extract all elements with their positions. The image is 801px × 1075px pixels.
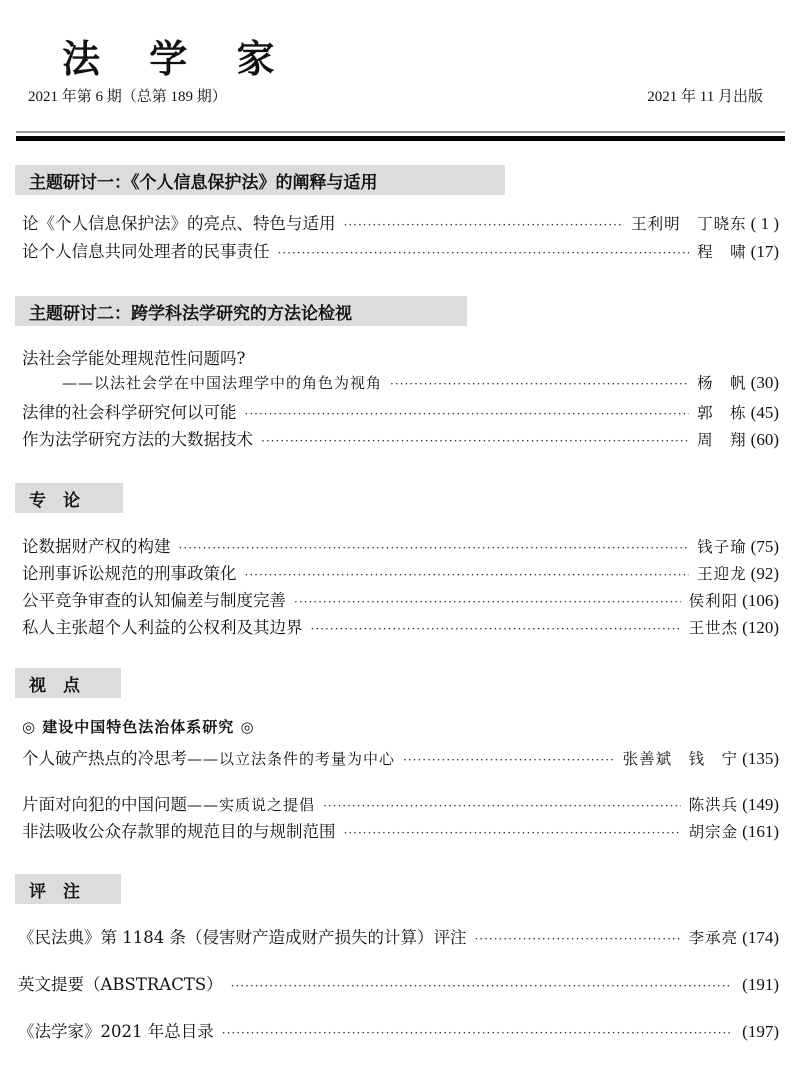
entry-author: 陈洪兵 (688, 796, 739, 814)
entry-author: 周 翔 (697, 431, 747, 449)
entry-subtitle: ——以立法条件的考量为中心 (187, 750, 396, 768)
toc-entry[interactable] (22, 210, 779, 234)
dot-leader (344, 218, 624, 232)
header-rule-thin (16, 131, 785, 133)
section-heading-commentary: 评 注 (15, 874, 121, 904)
toc-entry[interactable] (22, 560, 779, 584)
entry-author: 王世杰 (688, 619, 739, 637)
toc-entry[interactable] (22, 399, 779, 423)
dot-leader (245, 407, 690, 421)
header-rule-thick (16, 136, 785, 141)
journal-title: 法 学 家 (62, 37, 293, 81)
entry-author: 王利明 丁晓东 (631, 215, 747, 233)
entry-page: (60) (750, 430, 779, 449)
entry-title: 论数据财产权的构建 (22, 537, 171, 556)
toc-entry[interactable] (62, 371, 779, 395)
section-heading-topic-2: 主题研讨二：跨学科法学研究的方法论检视 (15, 296, 467, 326)
entry-title: 法律的社会科学研究何以可能 (22, 403, 237, 422)
section-heading-special-articles: 专 论 (15, 483, 123, 513)
dot-leader (311, 622, 681, 636)
toc-entry[interactable] (22, 426, 779, 450)
entry-page: (191) (742, 975, 779, 994)
section-heading-topic-1: 主题研讨一：《个人信息保护法》的阐释与适用 (15, 165, 505, 195)
entry-page: (92) (750, 564, 779, 583)
entry-title: 私人主张超个人利益的公权利及其边界 (22, 618, 303, 637)
entry-page: (161) (742, 822, 779, 841)
toc-entry[interactable] (22, 745, 779, 769)
entry-title: 论《个人信息保护法》的亮点、特色与适用 (22, 214, 336, 233)
dot-leader (344, 826, 681, 840)
dot-leader (179, 541, 690, 555)
entry-author: 杨 帆 (697, 374, 747, 392)
entry-author: 张善斌 钱 宁 (622, 750, 739, 768)
dot-leader (390, 377, 689, 391)
toc-entry[interactable] (22, 238, 779, 262)
dot-leader (403, 753, 615, 767)
dot-leader (245, 568, 690, 582)
issue-number: 2021 年第 6 期（总第 189 期） (28, 89, 227, 105)
entry-page: (17) (750, 242, 779, 261)
entry-title: 论个人信息共同处理者的民事责任 (22, 242, 270, 261)
entry-title: 作为法学研究方法的大数据技术 (22, 430, 253, 449)
toc-entry[interactable] (18, 924, 779, 948)
entry-title: 个人破产热点的冷思考 (22, 749, 187, 768)
entry-title: 非法吸收公众存款罪的规范目的与规制范围 (22, 822, 336, 841)
publication-date: 2021 年 11 月出版 (647, 89, 763, 105)
entry-page: (197) (742, 1022, 779, 1041)
entry-title: 公平竞争审查的认知偏差与制度完善 (22, 591, 286, 610)
toc-entry[interactable] (22, 614, 779, 638)
entry-title: 《民法典》第 1184 条（侵害财产造成财产损失的计算）评注 (18, 928, 467, 947)
dot-leader (278, 246, 690, 260)
dot-leader (294, 595, 681, 609)
entry-title: 论刑事诉讼规范的刑事政策化 (22, 564, 237, 583)
entry-title: 英文提要（ABSTRACTS） (18, 975, 223, 994)
entry-author: 钱子瑜 (697, 538, 747, 556)
entry-page: (135) (742, 749, 779, 768)
entry-page: (75) (750, 537, 779, 556)
toc-entry[interactable] (22, 587, 779, 611)
toc-entry[interactable] (22, 818, 779, 842)
entry-title: 片面对向犯的中国问题 (22, 795, 187, 814)
toc-entry-abstracts[interactable] (18, 971, 779, 995)
entry-page: (149) (742, 795, 779, 814)
entry-page: ( 1 ) (750, 214, 779, 233)
entry-title: 《法学家》2021 年总目录 (18, 1022, 214, 1041)
dot-leader (222, 1026, 730, 1040)
entry-page: (106) (742, 591, 779, 610)
entry-subtitle: ——实质说之提倡 (187, 796, 316, 814)
dot-leader (323, 799, 681, 813)
entry-author: 王迎龙 (697, 565, 747, 583)
entry-author: 胡宗金 (688, 823, 739, 841)
entry-author: 侯利阳 (688, 592, 739, 610)
toc-entry-annual-index[interactable] (18, 1018, 779, 1042)
dot-leader (474, 932, 680, 946)
toc-entry[interactable] (22, 791, 779, 815)
subsection-heading-rule-of-law: ◎ 建设中国特色法治体系研究 ◎ (22, 718, 255, 736)
entry-author: 李承亮 (688, 929, 739, 947)
entry-page: (30) (750, 373, 779, 392)
dot-leader (231, 979, 731, 993)
dot-leader (261, 434, 689, 448)
entry-author: 郭 栋 (697, 404, 747, 422)
section-heading-viewpoints: 视 点 (15, 668, 121, 698)
toc-entry-title-line[interactable]: 法社会学能处理规范性问题吗? (22, 349, 246, 368)
entry-subtitle: ——以法社会学在中国法理学中的角色为视角 (62, 374, 383, 392)
entry-page: (174) (742, 928, 779, 947)
entry-page: (120) (742, 618, 779, 637)
toc-entry[interactable] (22, 533, 779, 557)
entry-page: (45) (750, 403, 779, 422)
entry-author: 程 啸 (697, 243, 747, 261)
